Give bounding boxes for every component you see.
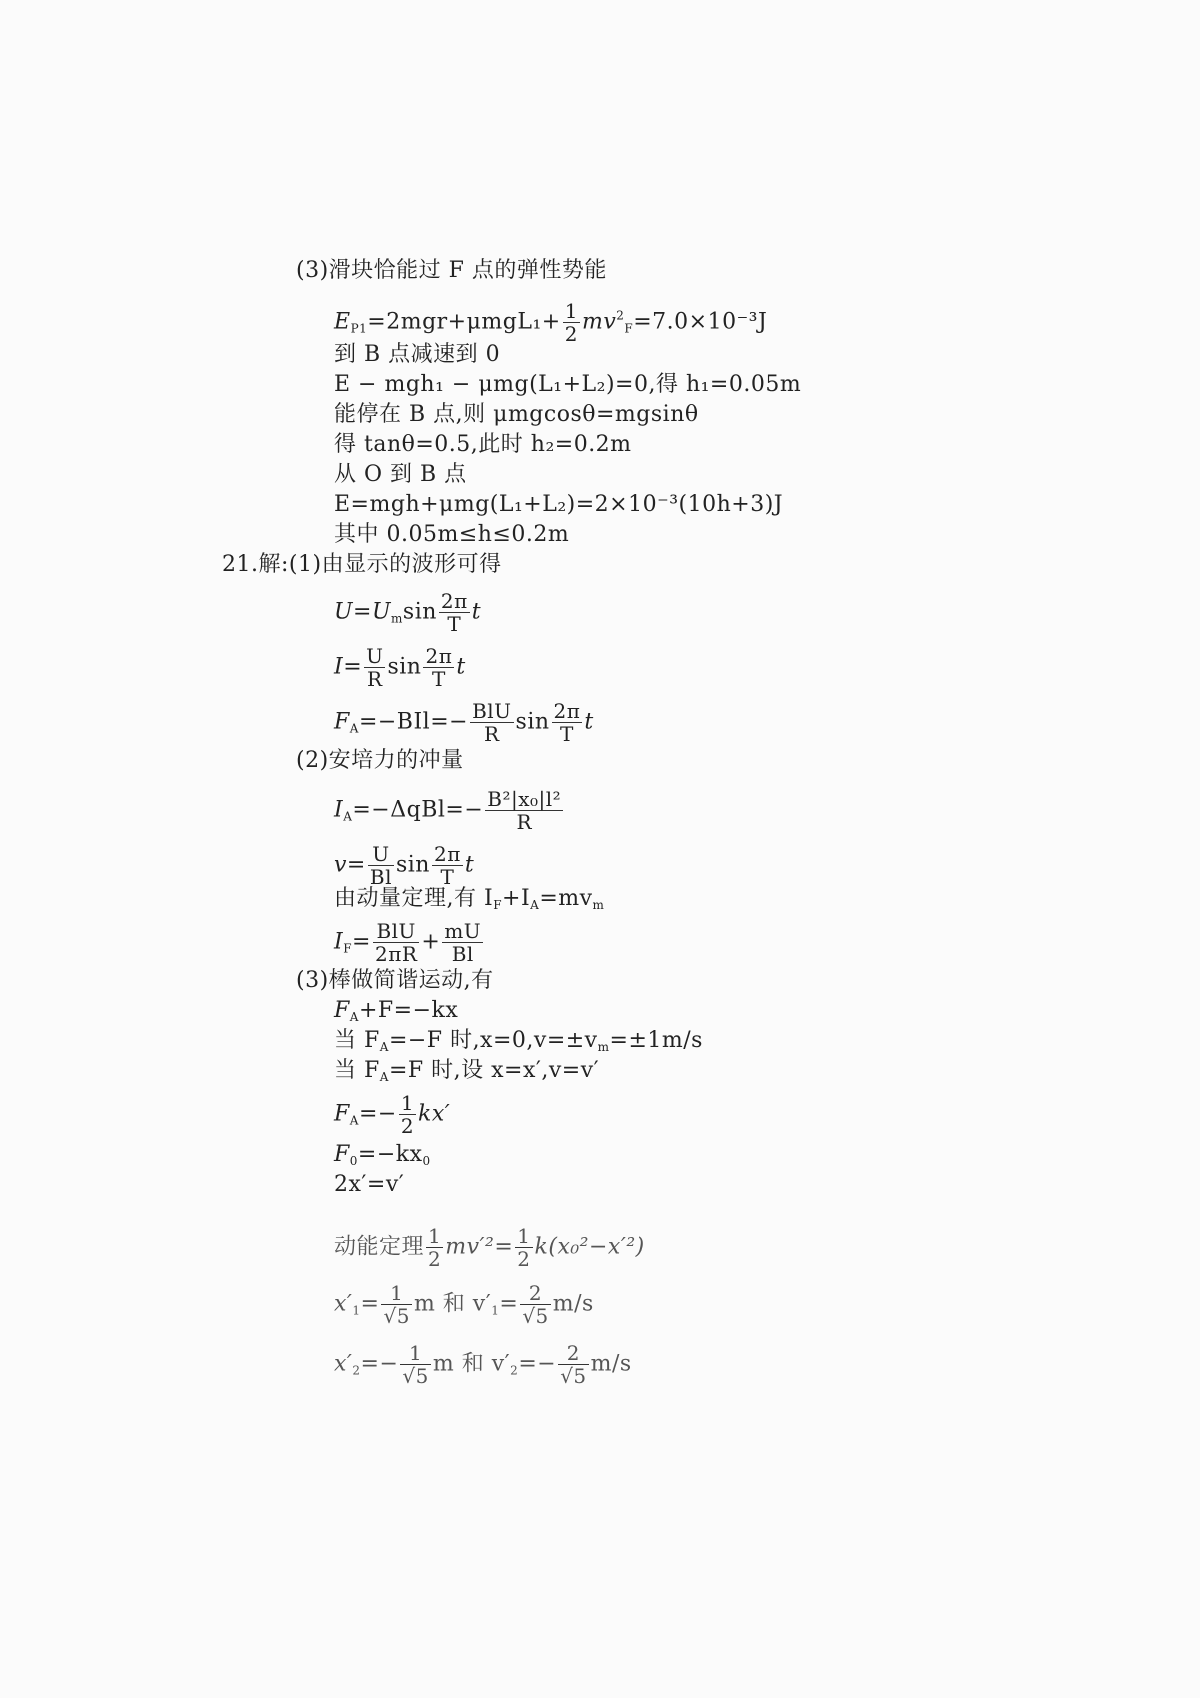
o-to-b-text: 从 O 到 B 点 xyxy=(334,462,467,487)
fraction-half-4: $\frac{1}{2}$ xyxy=(517,1224,531,1271)
fraction-two-over-sqrt5-2: $\frac{2}{√5}$ xyxy=(560,1341,587,1388)
decelerate-to-b-text: 到 B 点减速到 0 xyxy=(334,342,501,367)
question-21-heading: 21.解:(1)由显示的波形可得 xyxy=(222,552,502,577)
case-fa-minus-f: 当 $F_A=-F$ 时$,x=0,v=\pm v_m=\pm 1m/s$ xyxy=(334,1028,703,1054)
fraction-half-3: $\frac{1}{2}$ xyxy=(428,1224,442,1271)
ampere-impulse-equation: $I_A=-\Delta qBl=-$ $\frac{\text{B²|x₀|l²}}{R}$ xyxy=(334,787,562,834)
solution-2: $x'_2=-$ $\frac{1}{√5}$ m 和 $v'_2=-$ $\frac{2}{√5}$ m/s xyxy=(334,1341,632,1388)
fa-half-kx-equation: $F_A=-$ $\frac{1}{2}$ kx′ xyxy=(334,1091,451,1138)
case-fa-equals-f: 当 $F_A=F$ 时,设 x=x′,v=v′ xyxy=(334,1058,600,1084)
fraction-2pi-over-T: $\frac{2\pi}{T}$ xyxy=(440,589,468,636)
fraction-2pi-over-T-3: $\frac{2\pi}{T}$ xyxy=(553,699,581,746)
part3-heading: (3)滑块恰能过 F 点的弹性势能 xyxy=(296,258,607,283)
part3-shm-heading: (3)棒做简谐运动,有 xyxy=(296,968,494,993)
fraction-one-over-sqrt5: $\frac{1}{√5}$ xyxy=(383,1281,410,1328)
solution-1: $x'_1=$ $\frac{1}{√5}$ m 和 $v'_1=$ $\frac{2}{√5}$ m/s xyxy=(334,1281,594,1328)
fc-equation: $F_0=-kx_0$ xyxy=(334,1142,431,1168)
fraction-blumt-over-2pir: $\frac{\text{BlU}}{2\pi R}$ xyxy=(374,919,418,966)
ep-formula: E=mgh+μmg(L₁+L₂)=2×10⁻³(10h+3)J xyxy=(334,492,784,517)
ampere-force-equation: $F_A=-BIl=-$ $\frac{\text{BlU}}{R}$ sin $\frac{2\pi}{T}$ t xyxy=(334,699,594,746)
elastic-potential-energy-equation: $E_{P1}=2mgr+\mu mgL_1+$ $\frac{1}{2}$ $mv^2_F=7.0\times 10^{-3}J$ xyxy=(334,299,768,346)
fraction-2pi-over-T-4: $\frac{2\pi}{T}$ xyxy=(433,842,461,889)
voltage-equation: $U=U_m\sin$ $\frac{2\pi}{T}$ t xyxy=(334,589,482,636)
tan-theta-result: 得 tanθ=0.5,此时 h₂=0.2m xyxy=(334,432,632,457)
fraction-2pi-over-T-2: $\frac{2\pi}{T}$ xyxy=(425,644,453,691)
stop-at-b-equation: 能停在 B 点,则 μmgcosθ=mgsinθ xyxy=(334,402,699,427)
impulse-f-equation: $I_F=$ $\frac{\text{BlU}}{2\pi R}$ + $\frac{mU}{Bl}$ xyxy=(334,919,482,966)
fraction-blum-over-r: $\frac{\text{BlU}}{R}$ xyxy=(472,699,512,746)
fraction-um-over-bl: $\frac{U}{Bl}$ xyxy=(369,842,392,889)
h1-equation: E − mgh₁ − μmg(L₁+L₂)=0,得 h₁=0.05m xyxy=(334,372,802,397)
fraction-half: $\frac{1}{2}$ xyxy=(564,299,578,346)
fraction-mum-over-bl: $\frac{mU}{Bl}$ xyxy=(444,919,482,966)
shm-force-equation: $F_A+F=-kx$ xyxy=(334,998,459,1024)
fraction-um-over-r: $\frac{U}{R}$ xyxy=(366,644,384,691)
two-x-prime-equation: 2x′=v′ xyxy=(334,1172,405,1197)
fraction-one-over-sqrt5-2: $\frac{1}{√5}$ xyxy=(402,1341,429,1388)
part2-heading: (2)安培力的冲量 xyxy=(296,748,464,773)
velocity-equation: v= $\frac{U}{Bl}$ sin $\frac{2\pi}{T}$ t xyxy=(334,842,475,889)
kinetic-energy-theorem: 动能定理 $\frac{1}{2}$ mv′²= $\frac{1}{2}$ k(x₀²−x′²) xyxy=(334,1224,645,1271)
fraction-half-2: $\frac{1}{2}$ xyxy=(400,1091,415,1138)
h-range: 其中 0.05m≤h≤0.2m xyxy=(334,522,570,547)
fraction-two-over-sqrt5: $\frac{2}{√5}$ xyxy=(522,1281,549,1328)
fraction-b2-over-r: $\frac{\text{B²|x₀|l²}}{R}$ xyxy=(487,787,562,834)
current-equation: I= $\frac{U}{R}$ sin $\frac{2\pi}{T}$ t xyxy=(334,644,466,691)
momentum-theorem-equation: 由动量定理,有 $I_F+I_A=mv_m$ xyxy=(334,886,605,912)
